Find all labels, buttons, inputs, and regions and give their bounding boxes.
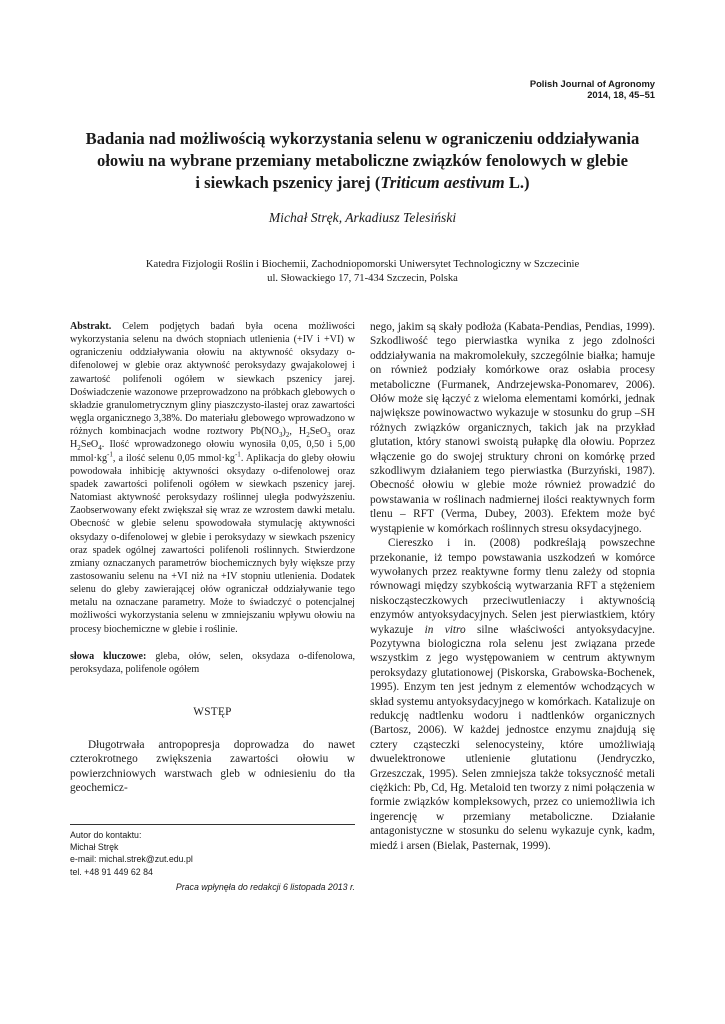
title-line-1: Badania nad możliwością wykorzystania selenu w ograniczeniu oddziaływania	[85, 129, 640, 148]
abstract-label: Abstrakt.	[70, 321, 112, 332]
received-date: Praca wpłynęła do redakcji 6 listopada 2013 r.	[175, 882, 355, 892]
left-column	[70, 320, 355, 796]
contact-footnote	[70, 824, 355, 878]
section-heading-intro: WSTĘP	[193, 706, 232, 719]
contact-phone: tel. +48 91 449 62 84	[70, 866, 153, 877]
affiliation	[60, 258, 665, 286]
contact-email: e-mail: michal.strek@zut.edu.pl	[70, 854, 193, 865]
journal-issue: 2014, 18, 45–51	[587, 89, 655, 100]
affiliation-line-1: Katedra Fizjologii Roślin i Biochemii, Zachodniopomorski Uniwersytet Technologiczny w Szczecinie	[145, 259, 580, 270]
intro-paragraph-right-2: Ciereszko i in. (2008) podkreślają powszechne przekonanie, iż tempo powstawania uszkodzeń w komórce wywołanych przez reaktywne formy tlenu zależy od stopnia równowagi między szybkością wytwarzania RFT a stężeniem niskocząsteczkowych przeciwutleniaczy i aktywnością enzymów antyoksydacyjnych. Selen jest pierwiastkiem, który wykazuje in vitro silne właściwości antyoksydacyjne. Pozytywna biologiczna rola selenu jest związana przede wszystkim z jego występowaniem w centrum aktywnym peroksydazy glutationowej (Piskorska, Grabowska-Bochenek, 1995). Enzym ten jest jednym z elementów wchodzących w skład systemu antyoksydacyjnego w komórkach. Katalizuje on redukcję nadtlenku wodoru i nadtlenków organicznych (Bartosz, 2006). W każdej jednostce enzymu znajdują się cztery cząsteczki selenocysteiny, które umożliwiają dwuelektronowe utlenienie glutationu (Jendryczko, Grzeszczak, 1995). Selen zmniejsza także toksyczność metali ciężkich: Pb, Cd, Hg. Metaloid ten tworzy z nimi połączenia w formie związków kompleksowych, przez co uniemożliwia ich ingerencję w przemiany metaboliczne. Działanie antagonistyczne w stosunku do selenu wykazuje cynk, kadm, miedź i arsen (Bielak, Pasternak, 1999).	[370, 537, 655, 852]
title-line-2: ołowiu na wybrane przemiany metaboliczne związków fenolowych w glebie	[97, 151, 628, 170]
intro-paragraph-right-1: nego, jakim są skały podłoża (Kabata-Pendias, Pendias, 1999). Szkodliwość tego pierwiastka wynika z jego zdolności oddziaływania na makromolekuły, szczególnie białka; hamuje on również podziały komórkowe oraz osłabia procesy metaboliczne (Furmanek, Andrzejewska-Ponomarev, 2006). Ołów może się łączyć z wieloma elementami komórki, jednak największe powinowactwo wykazuje w stosunku do grup –SH różnych związków organicznych, takich jak na przykład glutation, który stanowi swoistą pułapkę dla ołowiu. Poprzez włączenie go do swojej struktury chroni on komórkę przed szkodliwym działaniem tego pierwiastka (Burzyński, 1987). Obecność ołowiu w glebie może również prowadzić do powstawania w roślinach nadmiernej ilości reaktywnych form tlenu – RFT (Verma, Dubey, 2003). Efektem może być wystąpienie w komórkach roślinnych stresu oksydacyjnego.	[370, 321, 655, 535]
authors: Michał Stręk, Arkadiusz Telesiński	[268, 210, 457, 225]
keywords-text: gleba, ołów, selen, oksydaza o-difenolowa, peroksydaza, polifenole ogółem	[70, 650, 355, 675]
keywords	[70, 650, 355, 676]
right-column	[370, 320, 655, 853]
contact-label: Autor do kontaktu:	[70, 830, 142, 840]
intro-paragraph-left: Długotrwała antropopresja doprowadza do nawet czterokrotnego zwiększenia zawartości ołowiu w powierzchniowych warstwach gleb w odniesieniu do tła geochemicz-	[70, 739, 355, 795]
article-title	[60, 128, 665, 194]
in-vitro-italic: in vitro	[424, 623, 466, 636]
journal-name: Polish Journal of Agronomy	[529, 78, 655, 89]
abstract: Abstrakt. Celem podjętych badań była ocena możliwości wykorzystania selenu na dwóch stopniach utlenienia (+IV i +VI) w ograniczeniu oddziaływania ołowiu na aktywność oksydazy o-difenolowej w glebie oraz aktywność peroksydazy gwajakolowej i zawartość polifenoli ogółem w siewkach pszenicy jarej. Doświadczenie wazonowe przeprowadzono na próbkach glebowych o składzie granulometrycznym gliny piaszczysto-ilastej oraz zawartości węgla organicznego 3,38%. Do materiału glebowego wprowadzono w różnych kombinacjach wodne roztwory $Pb(NO_3)_2$, $H_2SeO_3$ oraz $H_2SeO_4$. Ilość wprowadzonego ołowiu wynosiła 0,05, 0,50 i 5,00 $mmol\cdot kg^{-1}$, a ilość selenu 0,05 $mmol\cdot kg^{-1}$. Aplikacja do gleby ołowiu powodowała inhibicję aktywności oksydazy o-difenolowej oraz spadek zawartości polifenoli ogółem w siewkach pszenicy jarej. Natomiast aktywność peroksydazy roślinnej uległa podwyższeniu. Zaobserwowany efekt zwiększał się wraz ze wzrostem dawki metalu. Obecność w glebie selenu spowodowała stymulację aktywności oksydazy o-difenolowej w glebie i peroksydazy w siewkach pszenicy oraz spadek ogólnej zawartości polifenoli roślinnych. Stwierdzone zmiany oznaczanych parametrów biochemicznych były większe przy zastosowaniu selenu na +VI niż na +IV stopniu utlenienia. Dodatek selenu do gleby zawierającej ołów ograniczał oddziaływanie tego metalu na oznaczane parametry. Może to świadczyć o potencjalnej możliwości wykorzystania selenu w zmniejszaniu wpływu ołowiu na procesy biochemiczne w glebie i roślinie.	[70, 321, 355, 635]
title-line-3-post: L.)	[504, 173, 530, 192]
title-line-3	[60, 172, 665, 194]
keywords-label: słowa kluczowe:	[70, 650, 147, 662]
affiliation-line-2: ul. Słowackiego 17, 71-434 Szczecin, Polska	[267, 273, 458, 284]
journal-header	[530, 78, 655, 100]
title-line-3-pre: i siewkach pszenicy jarej (	[195, 173, 381, 192]
contact-name: Michał Stręk	[70, 842, 119, 853]
title-species-italic: Triticum aestivum	[380, 173, 505, 192]
